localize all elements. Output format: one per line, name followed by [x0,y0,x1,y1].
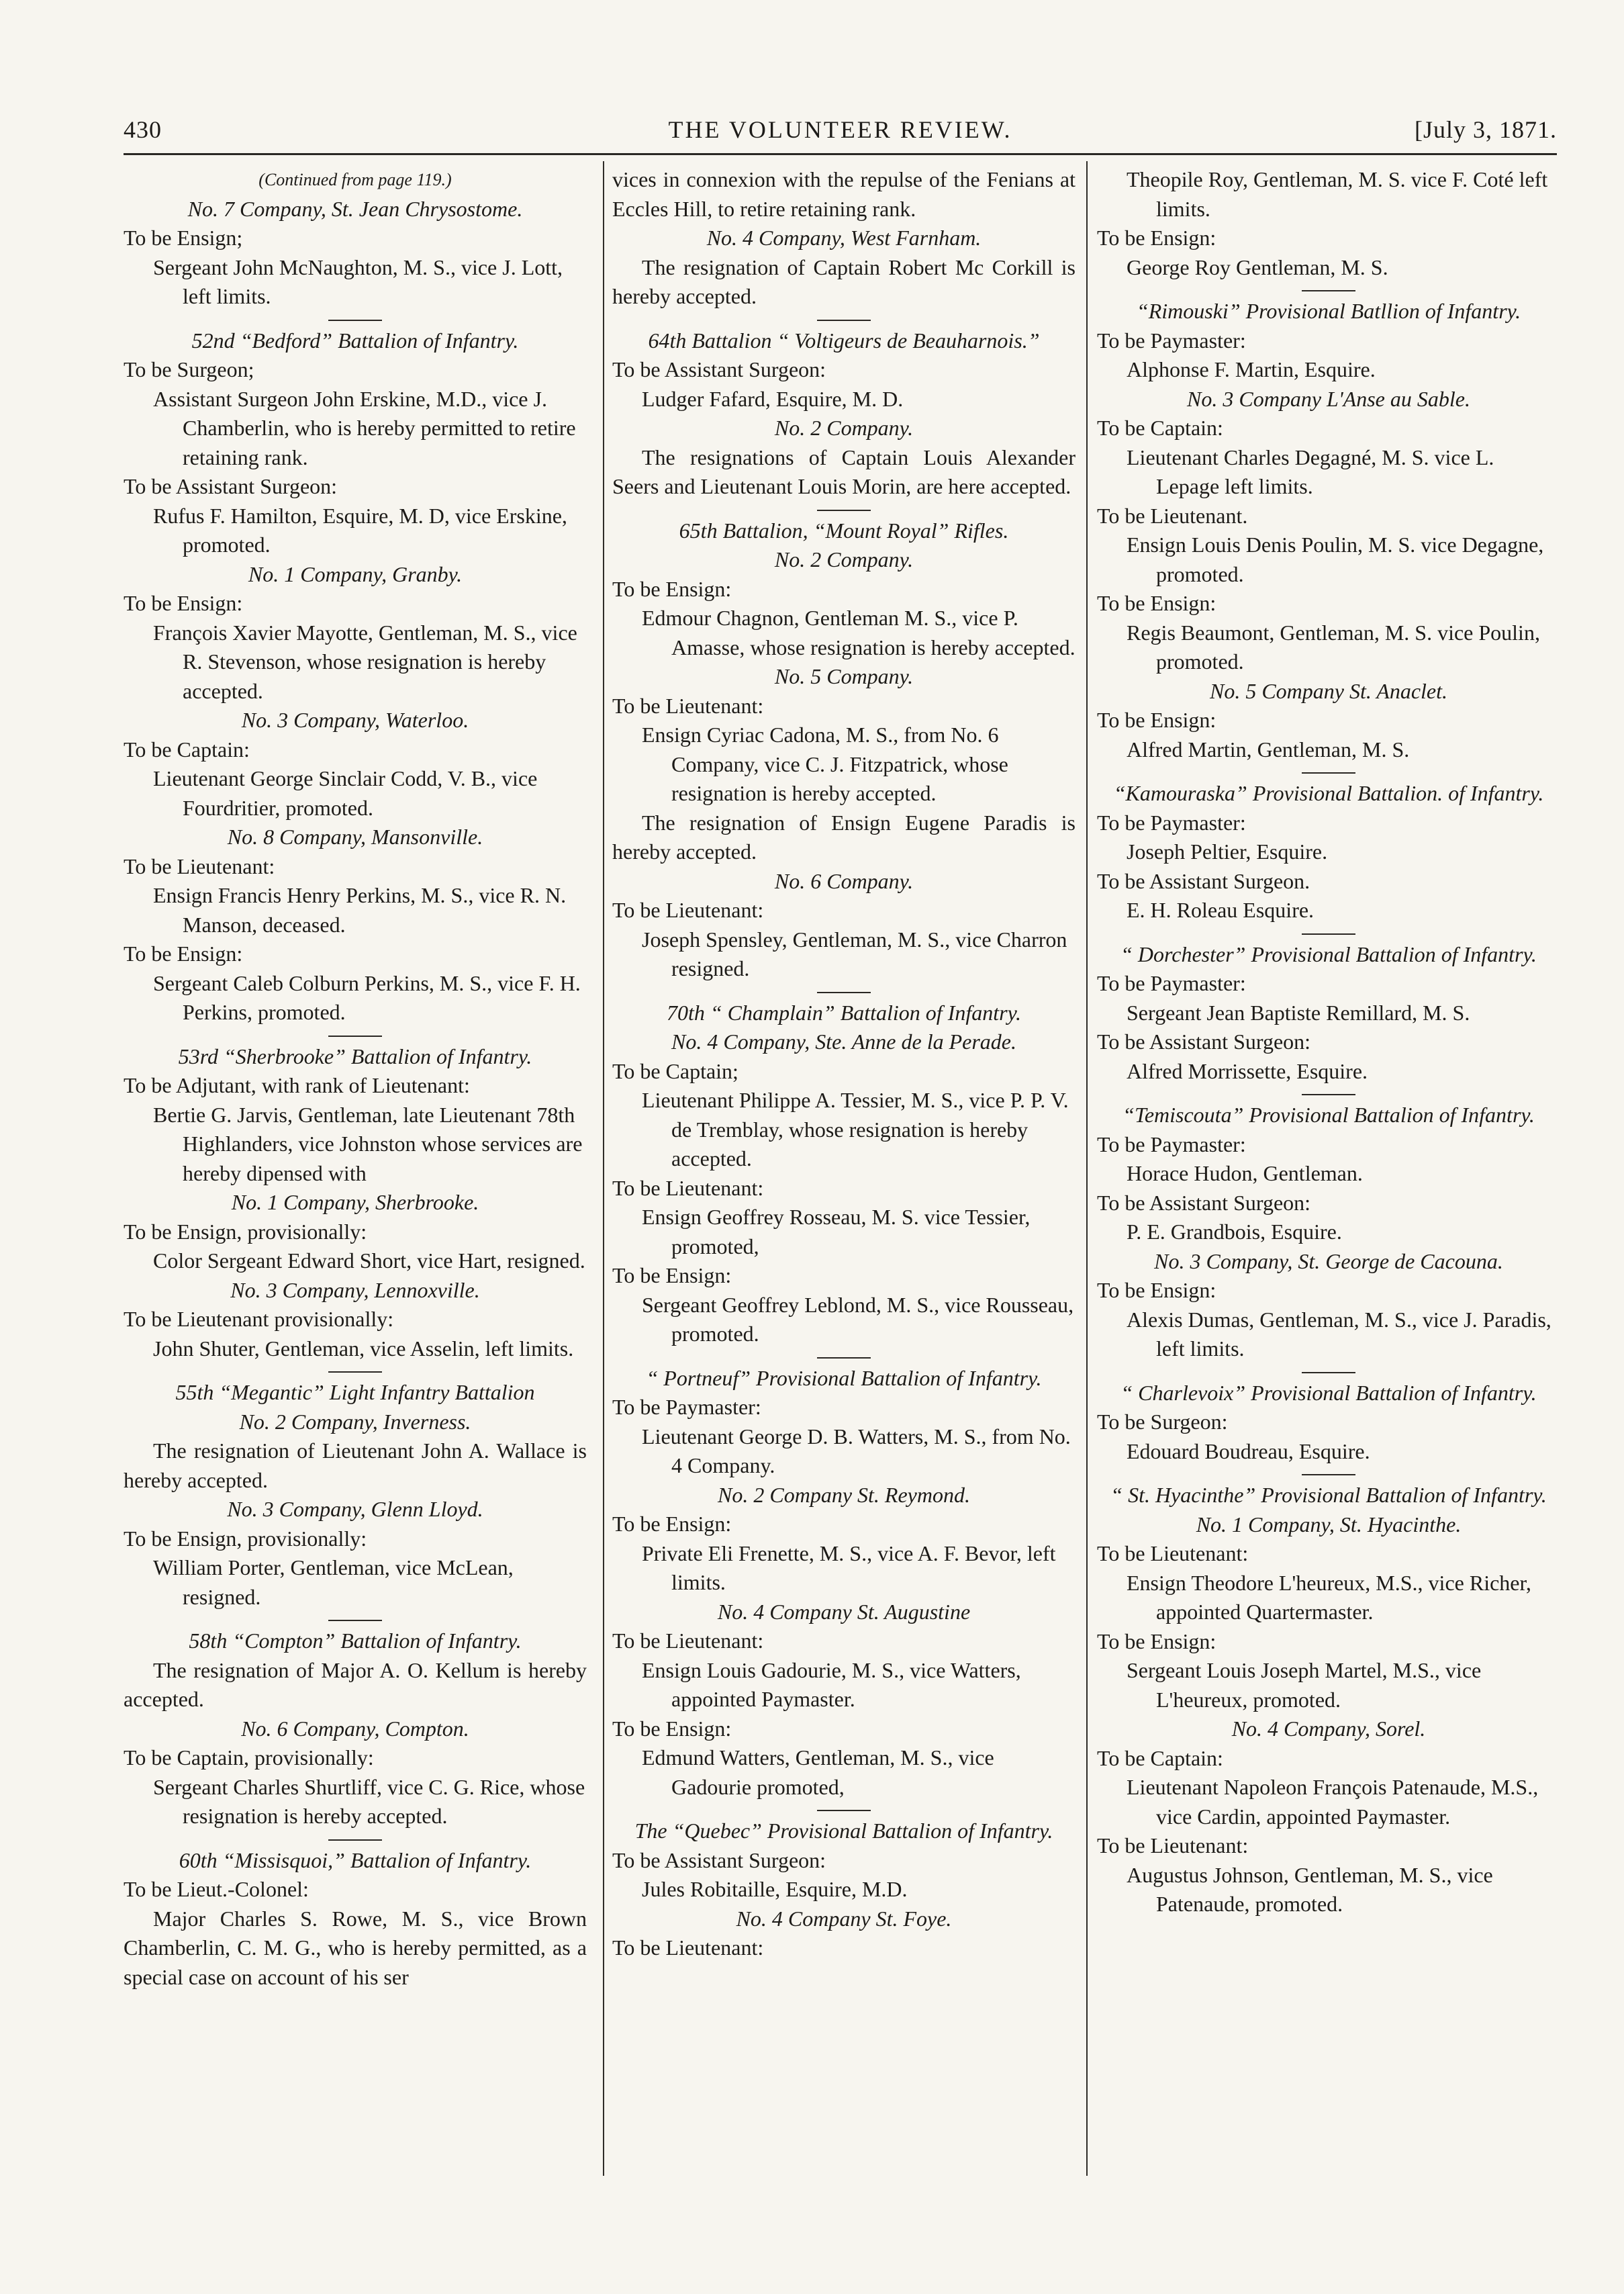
section-heading: No. 3 Company, Glenn Lloyd. [227,1497,483,1521]
section-rule [817,1810,871,1811]
section-heading: 53rd “Sherbrooke” Battalion of Infantry. [178,1044,532,1068]
appointment-entry: William Porter, Gentleman, vice McLean, resigned. [153,1555,514,1609]
appointment-entry: Edouard Boudreau, Esquire. [1127,1438,1370,1463]
section-heading: No. 2 Company. [774,547,914,571]
appointment-title: To be Lieutenant: [612,1175,764,1200]
appointment-entry: Ensign Louis Gadourie, M. S., vice Watters, appointed Paymaster. [642,1657,1021,1711]
appointment-entry: Ludger Fafard, Esquire, M. D. [642,386,904,411]
column-3 [1097,165,1560,1919]
appointment-entry: Regis Beaumont, Gentleman, M. S. vice Poulin, promoted. [1127,620,1540,674]
appointment-entry: P. E. Grandbois, Esquire. [1127,1220,1342,1244]
section-rule [1302,290,1355,291]
appointment-title: To be Adjutant, with rank of Lieutenant: [124,1073,470,1097]
text-paragraph: vices in connexion with the repulse of the Fenians at Eccles Hill, to retire retaining rank. [612,167,1076,221]
section-rule [1302,1474,1355,1475]
appointment-entry: Sergeant Jean Baptiste Remillard, M. S. [1127,1000,1470,1025]
section-heading: “ Portneuf” Provisional Battalion of Infantry. [646,1365,1042,1390]
appointment-title: To be Surgeon: [1097,1410,1228,1434]
appointment-entry: Joseph Spensley, Gentleman, M. S., vice Charron resigned. [642,927,1067,980]
section-rule [328,1371,382,1373]
appointment-title: To be Assistant Surgeon: [124,474,338,498]
appointment-entry: Theopile Roy, Gentleman, M. S. vice F. Coté left limits. [1127,167,1548,221]
appointment-entry: Color Sergeant Edward Short, vice Hart, resigned. [153,1248,585,1273]
section-heading: 60th “Missisquoi,” Battalion of Infantry. [179,1847,532,1872]
section-heading: No. 6 Company, Compton. [241,1716,469,1741]
appointment-title: To be Lieutenant: [1097,1541,1249,1565]
section-heading: No. 1 Company, Sherbrooke. [231,1190,479,1214]
appointment-title: To be Ensign: [612,1263,732,1287]
appointment-title: To be Paymaster: [1097,810,1246,835]
section-heading: No. 2 Company St. Reymond. [718,1482,970,1507]
column-divider-2 [1086,161,1088,2176]
appointment-title: To be Paymaster: [1097,1132,1246,1156]
appointment-title: To be Ensign: [1097,1628,1216,1653]
appointment-entry: Lieutenant Philippe A. Tessier, M. S., vice P. P. V. de Tremblay, whose resignation is hereby accepted. [642,1088,1069,1171]
appointment-entry: Private Eli Frenette, M. S., vice A. F. Bevor, left limits. [642,1541,1056,1594]
section-rule [328,1036,382,1037]
appointment-title: To be Assistant Surgeon: [1097,1190,1311,1215]
appointment-title: To be Ensign, provisionally: [124,1526,367,1551]
appointment-title: To be Captain: [1097,1745,1223,1770]
column-1 [124,165,587,1992]
appointment-entry: Joseph Peltier, Esquire. [1127,839,1328,864]
section-heading: 65th Battalion, “Mount Royal” Rifles. [679,518,1009,543]
section-rule [817,510,871,511]
appointment-title: To be Ensign: [1097,591,1216,615]
issue-date: [July 3, 1871. [1415,116,1557,143]
appointment-entry: Horace Hudon, Gentleman. [1127,1161,1363,1185]
appointment-entry: Lieutenant George D. B. Watters, M. S., from No. 4 Company. [642,1424,1071,1477]
section-heading: 64th Battalion “ Voltigeurs de Beauharnois.” [648,328,1040,353]
appointment-entry: Sergeant John McNaughton, M. S., vice J. Lott, left limits. [153,255,563,308]
appointment-title: To be Captain: [1097,416,1223,440]
page-number: 430 [124,116,162,143]
notice-paragraph: The resignations of Captain Louis Alexander Seers and Lieutenant Louis Morin, are here accepted. [612,445,1076,498]
appointment-title: To be Ensign; [124,226,243,250]
section-heading: No. 1 Company, Granby. [248,561,463,586]
appointment-entry: George Roy Gentleman, M. S. [1127,255,1388,279]
appointment-title: To be Lieutenant: [1097,1833,1249,1857]
section-rule [817,320,871,321]
appointment-entry: Assistant Surgeon John Erskine, M.D., vice J. Chamberlin, who is hereby permitted to retire retaining rank. [153,386,576,469]
appointment-title: To be Ensign: [612,1512,732,1536]
section-heading: “ Charlevoix” Provisional Battalion of Infantry. [1120,1380,1537,1405]
section-rule [328,1839,382,1841]
notice-paragraph: The resignation of Ensign Eugene Paradis is hereby accepted. [612,810,1076,864]
appointment-title: To be Ensign: [612,576,732,601]
section-rule [328,1620,382,1621]
appointment-entry: Bertie G. Jarvis, Gentleman, late Lieutenant 78th Highlanders, vice Johnston whose services are hereby dipensed with [153,1102,583,1185]
section-rule [817,992,871,993]
appointment-title: To be Paymaster: [1097,328,1246,353]
section-heading: No. 4 Company, West Farnham. [706,226,982,250]
appointment-title: To be Assistant Surgeon: [612,1847,826,1872]
appointment-entry: Ensign Cyriac Cadona, M. S., from No. 6 Company, vice C. J. Fitzpatrick, whose resignation is hereby accepted. [642,723,1008,805]
section-rule [328,320,382,321]
appointment-title: To be Ensign: [612,1716,732,1741]
appointment-entry: Rufus F. Hamilton, Esquire, M. D, vice Erskine, promoted. [153,503,567,557]
appointment-entry: Lieutenant Charles Degagné, M. S. vice L. Lepage left limits. [1127,445,1494,498]
appointment-title: To be Lieutenant: [124,854,275,878]
section-heading: No. 3 Company, Lennoxville. [230,1277,480,1302]
appointment-entry: Ensign Francis Henry Perkins, M. S., vice R. N. Manson, deceased. [153,883,567,937]
section-rule [1302,933,1355,935]
appointment-title: To be Lieutenant: [612,898,764,922]
notice-paragraph: The resignation of Lieutenant John A. Wallace is hereby accepted. [124,1438,587,1492]
section-heading: No. 4 Company, Ste. Anne de la Perade. [671,1029,1016,1054]
appointment-title: To be Ensign: [1097,226,1216,250]
section-heading: No. 8 Company, Mansonville. [227,825,483,849]
appointment-entry: Edmour Chagnon, Gentleman M. S., vice P. Amasse, whose resignation is hereby accepted. [642,606,1076,659]
appointment-title: To be Paymaster: [612,1395,761,1419]
section-heading: No. 4 Company, Sorel. [1231,1716,1426,1741]
appointment-entry: Sergeant Louis Joseph Martel, M.S., vice L'heureux, promoted. [1127,1658,1482,1712]
appointment-title: To be Lieutenant. [1097,503,1248,528]
section-heading: 58th “Compton” Battalion of Infantry. [189,1628,522,1653]
appointment-entry: Sergeant Charles Shurtliff, vice C. G. Rice, whose resignation is hereby accepted. [153,1774,585,1828]
appointment-entry: E. H. Roleau Esquire. [1127,898,1315,922]
section-heading: No. 3 Company, Waterloo. [241,708,469,732]
section-rule [817,1357,871,1359]
appointment-entry: Sergeant Geoffrey Leblond, M. S., vice Rousseau, promoted. [642,1292,1074,1346]
appointment-entry: John Shuter, Gentleman, vice Asselin, left limits. [153,1336,574,1361]
section-heading: No. 7 Company, St. Jean Chrysostome. [187,196,523,221]
appointment-title: To be Lieut.-Colonel: [124,1877,309,1901]
appointment-title: To be Captain, provisionally: [124,1745,374,1770]
section-heading: “Rimouski” Provisional Batllion of Infantry. [1136,299,1521,323]
section-heading: 52nd “Bedford” Battalion of Infantry. [191,328,519,353]
appointment-entry: François Xavier Mayotte, Gentleman, M. S., vice R. Stevenson, whose resignation is hereby accepted. [153,620,577,703]
appointment-title: To be Surgeon; [124,357,254,381]
appointment-entry: Lieutenant Napoleon François Patenaude, M.S., vice Cardin, appointed Paymaster. [1127,1775,1539,1829]
notice-paragraph: Major Charles S. Rowe, M. S., vice Brown Chamberlin, C. M. G., who is hereby permitted, as a special case on account of his ser [124,1906,587,1989]
appointment-entry: Alphonse F. Martin, Esquire. [1127,357,1376,381]
appointment-title: To be Lieutenant: [612,693,764,718]
section-heading: “ St. Hyacinthe” Provisional Battalion of Infantry. [1110,1483,1547,1507]
appointment-title: To be Assistant Surgeon. [1097,868,1310,893]
appointment-title: To be Ensign: [124,942,243,966]
publication-title: THE VOLUNTEER REVIEW. [668,116,1012,143]
section-heading: No. 3 Company L'Anse au Sable. [1187,386,1470,411]
page-header [124,116,1557,149]
section-heading: “Kamouraska” Provisional Battalion. of Infantry. [1113,781,1544,805]
header-rule [124,153,1557,155]
section-heading: No. 1 Company, St. Hyacinthe. [1196,1512,1462,1536]
appointment-title: To be Ensign, provisionally: [124,1219,367,1244]
appointment-title: To be Paymaster: [1097,971,1246,995]
appointment-entry: Alexis Dumas, Gentleman, M. S., vice J. Paradis, left limits. [1127,1307,1551,1361]
appointment-entry: Lieutenant George Sinclair Codd, V. B., vice Fourdritier, promoted. [153,766,538,820]
section-rule [1302,1372,1355,1373]
appointment-entry: Alfred Martin, Gentleman, M. S. [1127,737,1410,762]
section-heading: No. 4 Company St. Foye. [736,1906,952,1931]
section-heading: 55th “Megantic” Light Infantry Battalion [175,1380,535,1404]
section-heading: No. 5 Company St. Anaclet. [1209,678,1448,703]
appointment-entry: Edmund Watters, Gentleman, M. S., vice Gadourie promoted, [642,1745,994,1799]
notice-paragraph: The resignation of Captain Robert Mc Corkill is hereby accepted. [612,255,1076,308]
appointment-title: To be Ensign: [1097,708,1216,732]
section-heading: “Temiscouta” Provisional Battalion of Infantry. [1123,1103,1535,1127]
section-heading: No. 3 Company, St. George de Cacouna. [1154,1248,1503,1273]
notice-paragraph: The resignation of Major A. O. Kellum is hereby accepted. [124,1657,587,1711]
appointment-entry: Jules Robitaille, Esquire, M.D. [642,1877,908,1901]
column-divider-1 [603,161,604,2176]
continuation-note: (Continued from page 119.) [258,170,452,189]
appointment-title: To be Captain: [124,737,250,762]
appointment-title: To be Ensign: [1097,1278,1216,1302]
appointment-entry: Sergeant Caleb Colburn Perkins, M. S., vice F. H. Perkins, promoted. [153,970,581,1024]
section-rule [1302,1094,1355,1095]
appointment-title: To be Lieutenant: [612,1935,764,1960]
section-rule [1302,772,1355,774]
appointment-entry: Ensign Louis Denis Poulin, M. S. vice Degagne, promoted. [1127,533,1544,586]
section-heading: No. 2 Company. [774,416,914,440]
appointment-title: To be Lieutenant provisionally: [124,1307,394,1331]
appointment-entry: Alfred Morrissette, Esquire. [1127,1058,1368,1083]
appointment-title: To be Captain; [612,1058,738,1083]
appointment-title: To be Assistant Surgeon: [612,357,826,381]
appointment-entry: Augustus Johnson, Gentleman, M. S., vice Patenaude, promoted. [1127,1862,1493,1916]
section-heading: No. 6 Company. [774,868,914,893]
section-heading: The “Quebec” Provisional Battalion of Infantry. [634,1819,1053,1843]
section-heading: No. 5 Company. [774,664,914,688]
appointment-entry: Ensign Theodore L'heureux, M.S., vice Richer, appointed Quartermaster. [1127,1570,1531,1624]
section-heading: 70th “ Champlain” Battalion of Infantry. [666,1000,1022,1025]
appointment-title: To be Ensign: [124,591,243,615]
column-2 [612,165,1076,1963]
section-heading: No. 2 Company, Inverness. [239,1409,471,1434]
appointment-entry: Ensign Geoffrey Rosseau, M. S. vice Tessier, promoted, [642,1205,1031,1258]
section-heading: “ Dorchester” Provisional Battalion of Infantry. [1120,942,1537,966]
appointment-title: To be Assistant Surgeon: [1097,1029,1311,1054]
section-heading: No. 4 Company St. Augustine [717,1599,971,1624]
appointment-title: To be Lieutenant: [612,1628,764,1653]
